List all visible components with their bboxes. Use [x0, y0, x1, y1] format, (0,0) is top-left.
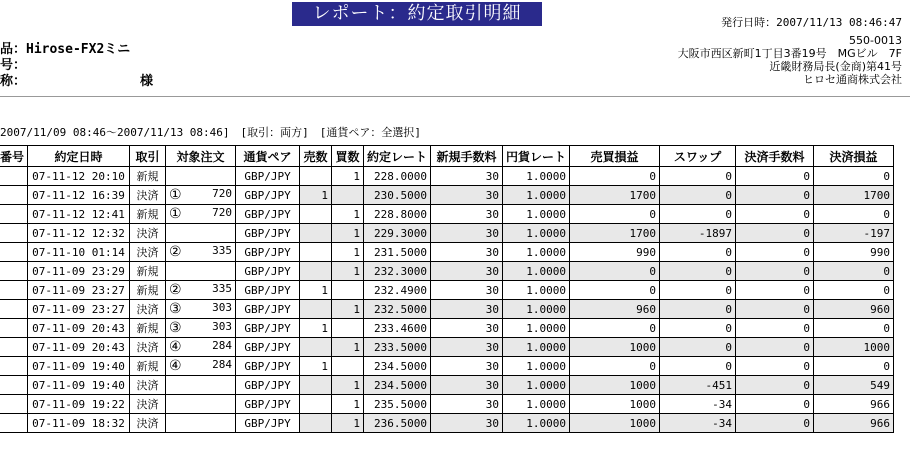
- cell-buy: [332, 357, 364, 376]
- honorific-label: 様: [140, 74, 154, 89]
- cell-yen: 1.0000: [503, 224, 570, 243]
- cell-type: 決済: [130, 376, 166, 395]
- cell-spl: 1000: [814, 338, 894, 357]
- cell-order: [166, 224, 236, 243]
- cell-type: 新規: [130, 357, 166, 376]
- cell-pair: GBP/JPY: [236, 186, 300, 205]
- cell-order: [166, 281, 236, 300]
- cell-buy: 1: [332, 376, 364, 395]
- table-row: [0, 395, 894, 414]
- cell-spl: 0: [814, 357, 894, 376]
- cell-pair: GBP/JPY: [236, 319, 300, 338]
- cell-type: 決済: [130, 243, 166, 262]
- cell-fee: 30: [431, 281, 503, 300]
- cell-sfee: 0: [736, 262, 814, 281]
- cell-spl: 0: [814, 262, 894, 281]
- cell-pair: GBP/JPY: [236, 167, 300, 186]
- cell-rate: 228.8000: [364, 205, 431, 224]
- cell-pl: 1000: [570, 414, 660, 433]
- cell-buy: [332, 281, 364, 300]
- cell-sfee: 0: [736, 300, 814, 319]
- cell-number: [0, 205, 28, 224]
- cell-sell: [300, 262, 332, 281]
- cell-rate: 232.4900: [364, 281, 431, 300]
- cell-rate: 235.5000: [364, 395, 431, 414]
- cell-pair: GBP/JPY: [236, 262, 300, 281]
- cell-fee: 30: [431, 357, 503, 376]
- cell-date: 07-11-12 20:10: [28, 167, 130, 186]
- cell-fee: 30: [431, 224, 503, 243]
- order-marker: ③: [169, 320, 182, 336]
- table-row: [0, 414, 894, 433]
- col-header: 約定レート: [364, 146, 431, 167]
- table-row: [0, 167, 894, 186]
- cell-pair: GBP/JPY: [236, 205, 300, 224]
- cell-spl: 966: [814, 395, 894, 414]
- cell-buy: 1: [332, 338, 364, 357]
- cell-buy: 1: [332, 414, 364, 433]
- cell-pl: 0: [570, 281, 660, 300]
- cell-sfee: 0: [736, 395, 814, 414]
- cell-buy: 1: [332, 205, 364, 224]
- table-row: [0, 376, 894, 395]
- cell-pair: GBP/JPY: [236, 357, 300, 376]
- cell-sell: [300, 376, 332, 395]
- cell-pl: 1700: [570, 224, 660, 243]
- cell-sfee: 0: [736, 414, 814, 433]
- street-address: 大阪市西区新町1丁目3番19号 MGビル 7F: [677, 47, 902, 60]
- cell-rate: 234.5000: [364, 376, 431, 395]
- cell-date: 07-11-09 23:27: [28, 281, 130, 300]
- cell-buy: [332, 319, 364, 338]
- cell-type: 決済: [130, 338, 166, 357]
- cell-type: 決済: [130, 395, 166, 414]
- cell-sfee: 0: [736, 376, 814, 395]
- cell-fee: 30: [431, 167, 503, 186]
- cell-sell: 1: [300, 186, 332, 205]
- order-marker: ③: [169, 301, 182, 317]
- cell-sell: 1: [300, 281, 332, 300]
- cell-rate: 231.5000: [364, 243, 431, 262]
- cell-fee: 30: [431, 338, 503, 357]
- cell-yen: 1.0000: [503, 205, 570, 224]
- cell-buy: 1: [332, 243, 364, 262]
- col-header: 番号: [0, 146, 28, 167]
- cell-swap: 0: [660, 243, 736, 262]
- cell-number: [0, 357, 28, 376]
- cell-sell: [300, 167, 332, 186]
- cell-sfee: 0: [736, 243, 814, 262]
- cell-fee: 30: [431, 376, 503, 395]
- cell-rate: 236.5000: [364, 414, 431, 433]
- cell-yen: 1.0000: [503, 167, 570, 186]
- cell-type: 新規: [130, 281, 166, 300]
- order-number: 284: [212, 358, 233, 371]
- cell-pl: 0: [570, 319, 660, 338]
- cell-swap: 0: [660, 186, 736, 205]
- cell-date: 07-11-09 19:40: [28, 357, 130, 376]
- cell-yen: 1.0000: [503, 243, 570, 262]
- cell-order: [166, 300, 236, 319]
- col-header: 取引: [130, 146, 166, 167]
- cell-spl: 1700: [814, 186, 894, 205]
- cell-order: [166, 414, 236, 433]
- cell-date: 07-11-09 23:29: [28, 262, 130, 281]
- issued-datetime: 発行日時：2007/11/13 08:46:47: [721, 16, 902, 29]
- cell-rate: 233.4600: [364, 319, 431, 338]
- cell-fee: 30: [431, 300, 503, 319]
- registration-number: 近畿財務局長(金商)第41号: [769, 60, 902, 73]
- order-number: 303: [212, 301, 233, 314]
- cell-type: 決済: [130, 414, 166, 433]
- cell-spl: 0: [814, 319, 894, 338]
- order-marker: ①: [169, 187, 182, 203]
- cell-yen: 1.0000: [503, 357, 570, 376]
- cell-sfee: 0: [736, 338, 814, 357]
- company-name: ヒロセ通商株式会社: [803, 73, 902, 86]
- cell-buy: 1: [332, 395, 364, 414]
- cell-type: 決済: [130, 300, 166, 319]
- cell-yen: 1.0000: [503, 376, 570, 395]
- cell-swap: 0: [660, 338, 736, 357]
- table-row: [0, 300, 894, 319]
- cell-spl: 990: [814, 243, 894, 262]
- cell-order: [166, 357, 236, 376]
- cell-rate: 228.0000: [364, 167, 431, 186]
- cell-sell: [300, 243, 332, 262]
- cell-type: 決済: [130, 224, 166, 243]
- cell-date: 07-11-09 20:43: [28, 319, 130, 338]
- cell-buy: 1: [332, 167, 364, 186]
- trade-table: [0, 145, 894, 433]
- cell-order: [166, 376, 236, 395]
- table-row: [0, 205, 894, 224]
- cell-sfee: 0: [736, 281, 814, 300]
- cell-sfee: 0: [736, 167, 814, 186]
- col-header: 通貨ペア: [236, 146, 300, 167]
- order-number: 720: [212, 206, 233, 219]
- cell-swap: 0: [660, 357, 736, 376]
- order-number: 335: [212, 282, 233, 295]
- cell-buy: 1: [332, 224, 364, 243]
- cell-pair: GBP/JPY: [236, 414, 300, 433]
- cell-type: 新規: [130, 167, 166, 186]
- cell-fee: 30: [431, 395, 503, 414]
- cell-number: [0, 167, 28, 186]
- cell-swap: 0: [660, 319, 736, 338]
- cell-sell: 1: [300, 357, 332, 376]
- cell-pl: 960: [570, 300, 660, 319]
- cell-number: [0, 262, 28, 281]
- cell-number: [0, 281, 28, 300]
- cell-pair: GBP/JPY: [236, 281, 300, 300]
- cell-pl: 0: [570, 167, 660, 186]
- cell-order: [166, 243, 236, 262]
- search-conditions: 2007/11/09 08:46～2007/11/13 08:46] [取引：両方] [通貨ペア：全選択]: [0, 126, 422, 139]
- cell-rate: 229.3000: [364, 224, 431, 243]
- order-marker: ④: [169, 358, 182, 374]
- cell-order: [166, 395, 236, 414]
- cell-fee: 30: [431, 262, 503, 281]
- cell-pl: 1000: [570, 395, 660, 414]
- table-row: [0, 243, 894, 262]
- cell-pl: 990: [570, 243, 660, 262]
- cell-sfee: 0: [736, 224, 814, 243]
- order-number: 303: [212, 320, 233, 333]
- account-number-label: 号：: [0, 58, 27, 73]
- cell-number: [0, 300, 28, 319]
- cell-swap: 0: [660, 300, 736, 319]
- cell-fee: 30: [431, 186, 503, 205]
- cell-sfee: 0: [736, 186, 814, 205]
- cell-number: [0, 414, 28, 433]
- cell-pair: GBP/JPY: [236, 224, 300, 243]
- cell-order: [166, 262, 236, 281]
- cell-yen: 1.0000: [503, 281, 570, 300]
- cell-swap: -34: [660, 414, 736, 433]
- table-row: [0, 262, 894, 281]
- cell-sell: [300, 338, 332, 357]
- cell-swap: 0: [660, 167, 736, 186]
- cell-number: [0, 319, 28, 338]
- table-row: [0, 357, 894, 376]
- cell-date: 07-11-12 16:39: [28, 186, 130, 205]
- cell-pair: GBP/JPY: [236, 376, 300, 395]
- order-marker: ②: [169, 244, 182, 260]
- cell-sell: [300, 300, 332, 319]
- cell-swap: -1897: [660, 224, 736, 243]
- col-header: 約定日時: [28, 146, 130, 167]
- cell-buy: [332, 186, 364, 205]
- cell-number: [0, 186, 28, 205]
- cell-sfee: 0: [736, 319, 814, 338]
- cell-pair: GBP/JPY: [236, 338, 300, 357]
- cell-pl: 1700: [570, 186, 660, 205]
- cell-swap: -34: [660, 395, 736, 414]
- cell-spl: 0: [814, 281, 894, 300]
- cell-yen: 1.0000: [503, 262, 570, 281]
- col-header: 売買損益: [570, 146, 660, 167]
- cell-order: [166, 186, 236, 205]
- cell-number: [0, 376, 28, 395]
- col-header: 決済損益: [814, 146, 894, 167]
- cell-type: 決済: [130, 186, 166, 205]
- cell-fee: 30: [431, 319, 503, 338]
- product-label: 品：Hirose-FX2ミニ: [0, 42, 131, 57]
- cell-number: [0, 224, 28, 243]
- cell-number: [0, 338, 28, 357]
- cell-order: [166, 338, 236, 357]
- cell-rate: 232.5000: [364, 300, 431, 319]
- cell-rate: 232.3000: [364, 262, 431, 281]
- divider: [0, 96, 910, 97]
- cell-sell: [300, 224, 332, 243]
- table-row: [0, 281, 894, 300]
- order-number: 720: [212, 187, 233, 200]
- cell-swap: -451: [660, 376, 736, 395]
- col-header: 対象注文: [166, 146, 236, 167]
- cell-date: 07-11-09 19:22: [28, 395, 130, 414]
- cell-spl: 0: [814, 167, 894, 186]
- cell-date: 07-11-12 12:32: [28, 224, 130, 243]
- cell-sell: [300, 395, 332, 414]
- cell-date: 07-11-09 20:43: [28, 338, 130, 357]
- order-marker: ④: [169, 339, 182, 355]
- cell-spl: 960: [814, 300, 894, 319]
- cell-pair: GBP/JPY: [236, 243, 300, 262]
- cell-spl: -197: [814, 224, 894, 243]
- cell-date: 07-11-09 23:27: [28, 300, 130, 319]
- order-marker: ②: [169, 282, 182, 298]
- cell-rate: 230.5000: [364, 186, 431, 205]
- cell-yen: 1.0000: [503, 300, 570, 319]
- cell-number: [0, 243, 28, 262]
- cell-swap: 0: [660, 262, 736, 281]
- cell-order: [166, 205, 236, 224]
- company-address: [678, 34, 902, 86]
- cell-date: 07-11-10 01:14: [28, 243, 130, 262]
- col-header: 決済手数料: [736, 146, 814, 167]
- cell-type: 新規: [130, 319, 166, 338]
- cell-buy: 1: [332, 300, 364, 319]
- table-row: [0, 186, 894, 205]
- col-header: 円貨レート: [503, 146, 570, 167]
- table-row: [0, 319, 894, 338]
- cell-pl: 0: [570, 357, 660, 376]
- cell-pl: 0: [570, 262, 660, 281]
- table-row: [0, 338, 894, 357]
- cell-pl: 1000: [570, 376, 660, 395]
- cell-date: 07-11-09 19:40: [28, 376, 130, 395]
- cell-swap: 0: [660, 281, 736, 300]
- cell-pl: 1000: [570, 338, 660, 357]
- cell-rate: 234.5000: [364, 357, 431, 376]
- cell-spl: 549: [814, 376, 894, 395]
- cell-date: 07-11-12 12:41: [28, 205, 130, 224]
- col-header: 新規手数料: [431, 146, 503, 167]
- cell-fee: 30: [431, 205, 503, 224]
- order-number: 335: [212, 244, 233, 257]
- table-row: [0, 224, 894, 243]
- cell-type: 新規: [130, 205, 166, 224]
- order-number: 284: [212, 339, 233, 352]
- cell-spl: 0: [814, 205, 894, 224]
- cell-yen: 1.0000: [503, 414, 570, 433]
- cell-sfee: 0: [736, 357, 814, 376]
- cell-spl: 966: [814, 414, 894, 433]
- cell-yen: 1.0000: [503, 186, 570, 205]
- cell-sell: 1: [300, 319, 332, 338]
- cell-order: [166, 167, 236, 186]
- cell-pl: 0: [570, 205, 660, 224]
- cell-yen: 1.0000: [503, 319, 570, 338]
- cell-swap: 0: [660, 205, 736, 224]
- cell-yen: 1.0000: [503, 395, 570, 414]
- order-marker: ①: [169, 206, 182, 222]
- cell-date: 07-11-09 18:32: [28, 414, 130, 433]
- cell-sfee: 0: [736, 205, 814, 224]
- postal-code: 550-0013: [849, 34, 902, 47]
- cell-rate: 233.5000: [364, 338, 431, 357]
- cell-order: [166, 319, 236, 338]
- col-header: スワップ: [660, 146, 736, 167]
- table-header-row: [0, 146, 894, 167]
- cell-pair: GBP/JPY: [236, 395, 300, 414]
- cell-fee: 30: [431, 414, 503, 433]
- cell-sell: [300, 205, 332, 224]
- col-header: 売数: [300, 146, 332, 167]
- cell-sell: [300, 414, 332, 433]
- cell-number: [0, 395, 28, 414]
- report-title: レポート：約定取引明細: [292, 2, 542, 26]
- cell-buy: 1: [332, 262, 364, 281]
- cell-type: 新規: [130, 262, 166, 281]
- cell-yen: 1.0000: [503, 338, 570, 357]
- col-header: 買数: [332, 146, 364, 167]
- cell-fee: 30: [431, 243, 503, 262]
- customer-name-label: 称：: [0, 74, 27, 89]
- cell-pair: GBP/JPY: [236, 300, 300, 319]
